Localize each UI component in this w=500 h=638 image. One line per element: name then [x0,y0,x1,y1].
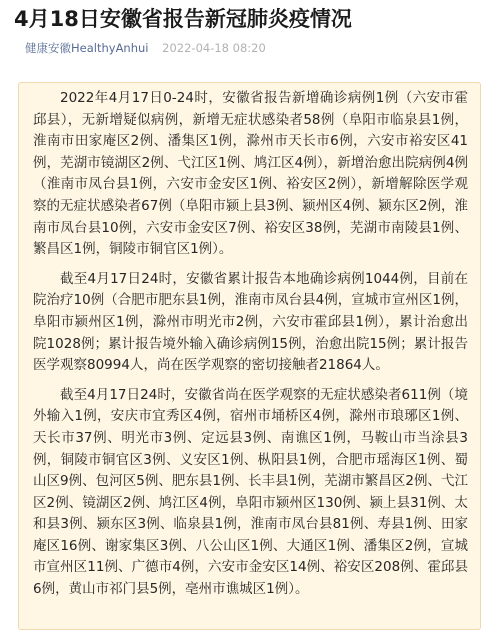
report-box [18,82,481,630]
article-title: 4月18日安徽省报告新冠肺炎疫情况 [14,7,352,31]
paragraph-new-cases: 2022年4月17日0-24时，安徽省报告新增确诊病例1例（六安市霍邱县），无新增疑似病例，新增无症状感染者58例（阜阳市临泉县1例，淮南市田家庵区2例、潘集区1例，滁州市天长市6例，六安市裕安区41例，芜湖市镜湖区2例、弋江区1例、鸠江区4例），新增治愈出院病例4例（淮南市凤台县1例，六安市金安区1例、裕安区2例），新增解除医学观察的无症状感染者67例（阜阳市颍上县3例、颍州区4例、颍东区2例，淮南市凤台县10例，六安市金安区7例、裕安区38例，芜湖市南陵县1例、繁昌区1例，铜陵市铜官区1例）。 [33,90,468,258]
source-account-link[interactable]: 健康安徽HealthyAnhui [25,41,149,55]
paragraph-cumulative-totals: 截至4月17日24时，安徽省累计报告本地确诊病例1044例，目前在院治疗10例（合肥市肥东县1例，淮南市凤台县4例，宣城市宣州区1例，阜阳市颍州区1例，滁州市明光市2例，六安市霍邱县1例），累计治愈出院1028例；累计报告境外输入确诊病例15例，治愈出院15例；累计报告医学观察80994人，尚在医学观察的密切接触者21864人。 [33,270,468,374]
article-meta [25,40,266,56]
paragraph-asymptomatic-under-observation: 截至4月17日24时，安徽省尚在医学观察的无症状感染者611例（境外输入1例，安庆市宜秀区4例，宿州市埇桥区4例，滁州市琅琊区1例、天长市37例、明光市3例、定远县3例、南谯区1例，马鞍山市当涂县3例，铜陵市铜官区3例、义安区1例、枞阳县1例，合肥市瑶海区1例、蜀山区9例、包河区5例、肥东县1例、长丰县1例，芜湖市繁昌区2例、弋江区2例、镜湖区2例、鸠江区4例，阜阳市颍州区130例、颍上县31例、太和县3例、颍东区3例、临泉县1例，淮南市凤台县81例、寿县1例、田家庵区16例、谢家集区3例、八公山区1例、大通区1例、潘集区2例，宣城市宣州区11例、广德市4例，六安市金安区14例、裕安区208例、霍邱县6例，黄山市祁门县5例，亳州市谯城区1例）。 [33,386,468,598]
publish-date: 2022-04-18 08:20 [162,41,266,55]
